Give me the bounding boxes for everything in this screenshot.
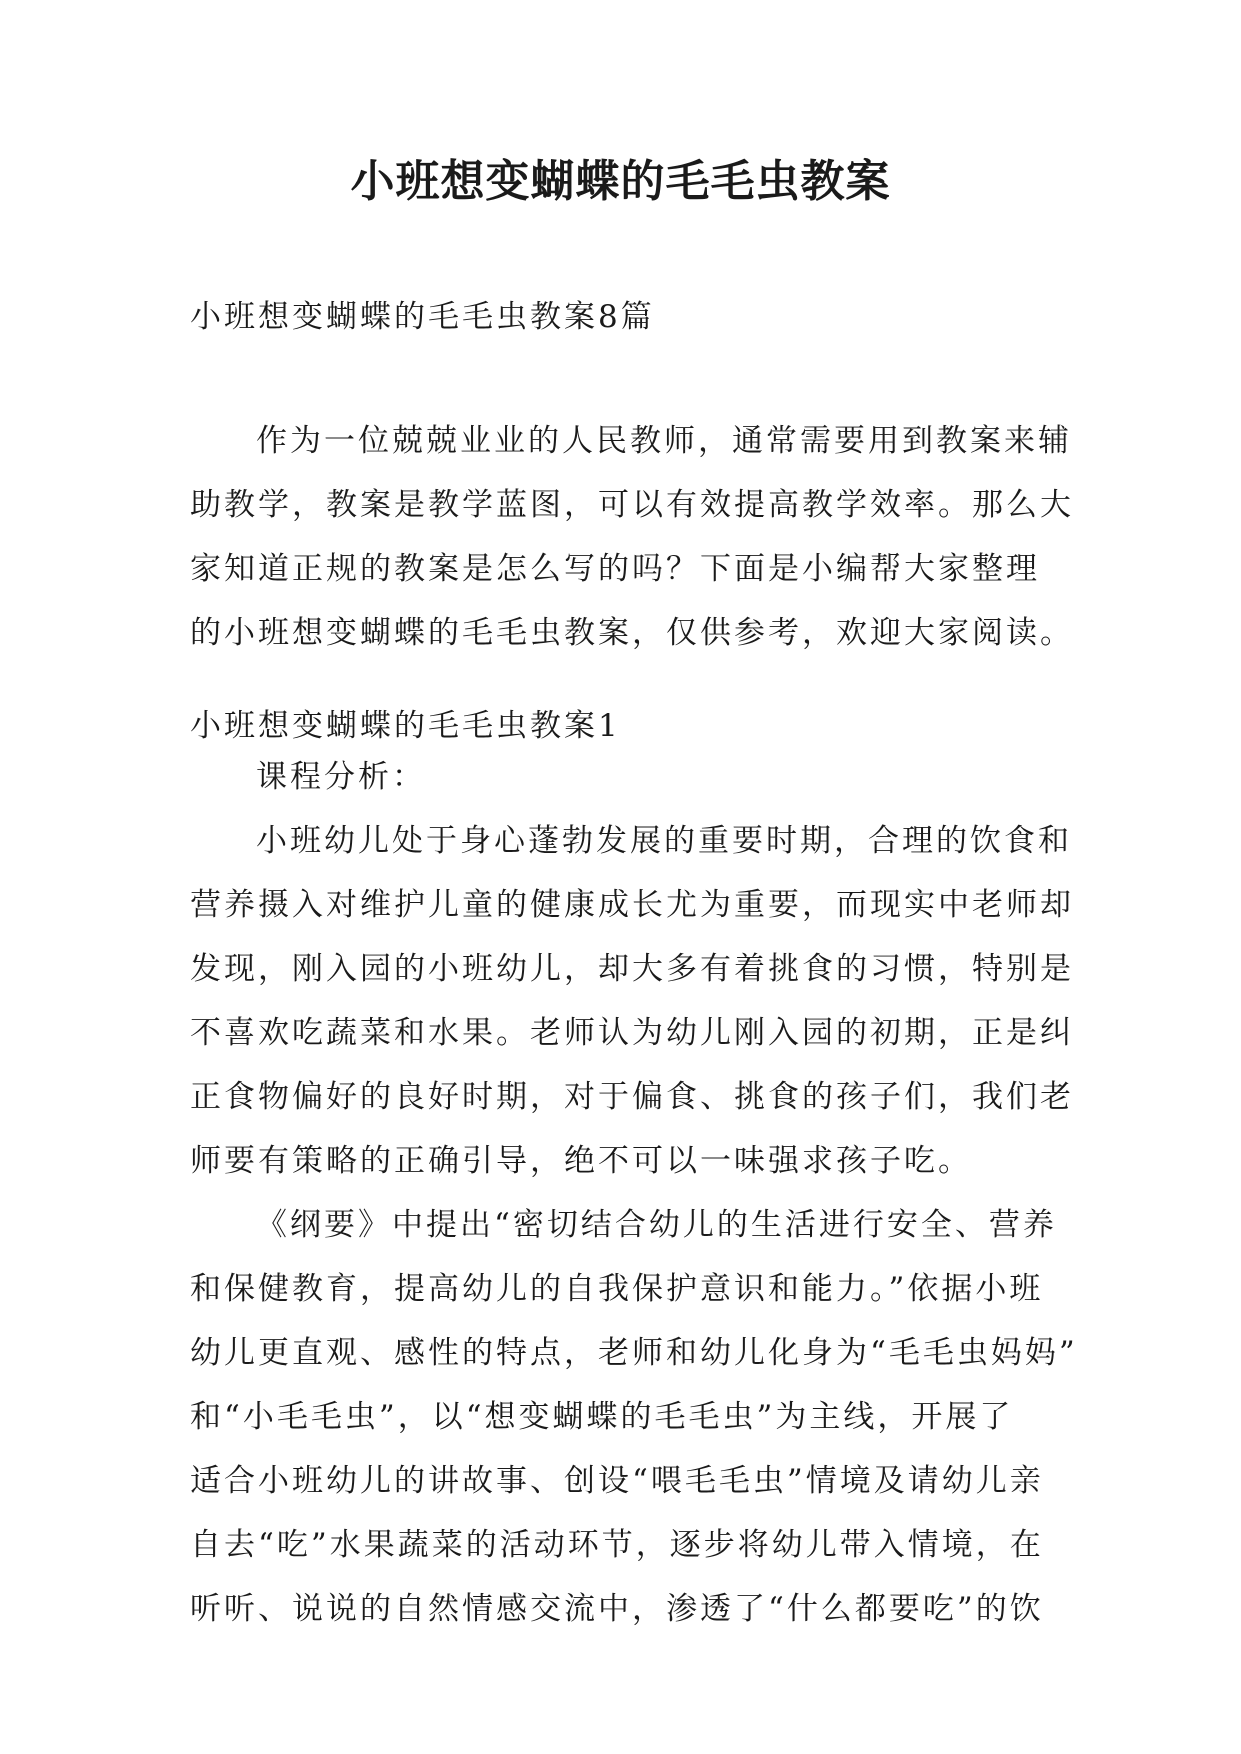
paragraph-line: 听听、说说的自然情感交流中，渗透了“什么都要吃”的饮 [190,1591,1044,1627]
intro-line: 家知道正规的教案是怎么写的吗？下面是小编帮大家整理 [190,551,1040,587]
paragraph-line: 发现，刚入园的小班幼儿，却大多有着挑食的习惯，特别是 [190,951,1074,987]
paragraph-line: 师要有策略的正确引导，绝不可以一味强求孩子吃。 [190,1143,972,1179]
section-heading: 小班想变蝴蝶的毛毛虫教案1 [190,708,621,744]
document-subtitle: 小班想变蝴蝶的毛毛虫教案8篇 [190,299,655,335]
paragraph-line: 幼儿更直观、感性的特点，老师和幼儿化身为“毛毛虫妈妈” [190,1335,1078,1371]
section-body [190,745,1078,1641]
intro-line: 的小班想变蝴蝶的毛毛虫教案，仅供参考，欢迎大家阅读。 [190,615,1074,651]
intro-paragraph [190,409,1074,665]
paragraph-line: 正食物偏好的良好时期，对于偏食、挑食的孩子们，我们老 [190,1079,1074,1115]
document-title: 小班想变蝴蝶的毛毛虫教案 [350,156,891,207]
paragraph-line: 适合小班幼儿的讲故事、创设“喂毛毛虫”情境及请幼儿亲 [190,1463,1044,1499]
paragraph-line: 自去“吃”水果蔬菜的活动环节，逐步将幼儿带入情境，在 [190,1527,1044,1563]
intro-line: 作为一位兢兢业业的人民教师，通常需要用到教案来辅 [256,423,1072,459]
intro-line: 助教学，教案是教学蓝图，可以有效提高教学效率。那么大 [190,487,1074,523]
paragraph-line: 不喜欢吃蔬菜和水果。老师认为幼儿刚入园的初期，正是纠 [190,1015,1074,1051]
paragraph-line: 和“小毛毛虫”，以“想变蝴蝶的毛毛虫”为主线，开展了 [190,1399,1014,1435]
paragraph-line: 《纲要》中提出“密切结合幼儿的生活进行安全、营养 [256,1207,1057,1243]
paragraph-line: 小班幼儿处于身心蓬勃发展的重要时期，合理的饮食和 [256,823,1072,859]
paragraph-line: 和保健教育，提高幼儿的自我保护意识和能力。”依据小班 [190,1271,1044,1307]
course-analysis-label: 课程分析： [256,759,426,795]
paragraph-line: 营养摄入对维护儿童的健康成长尤为重要，而现实中老师却 [190,887,1074,923]
